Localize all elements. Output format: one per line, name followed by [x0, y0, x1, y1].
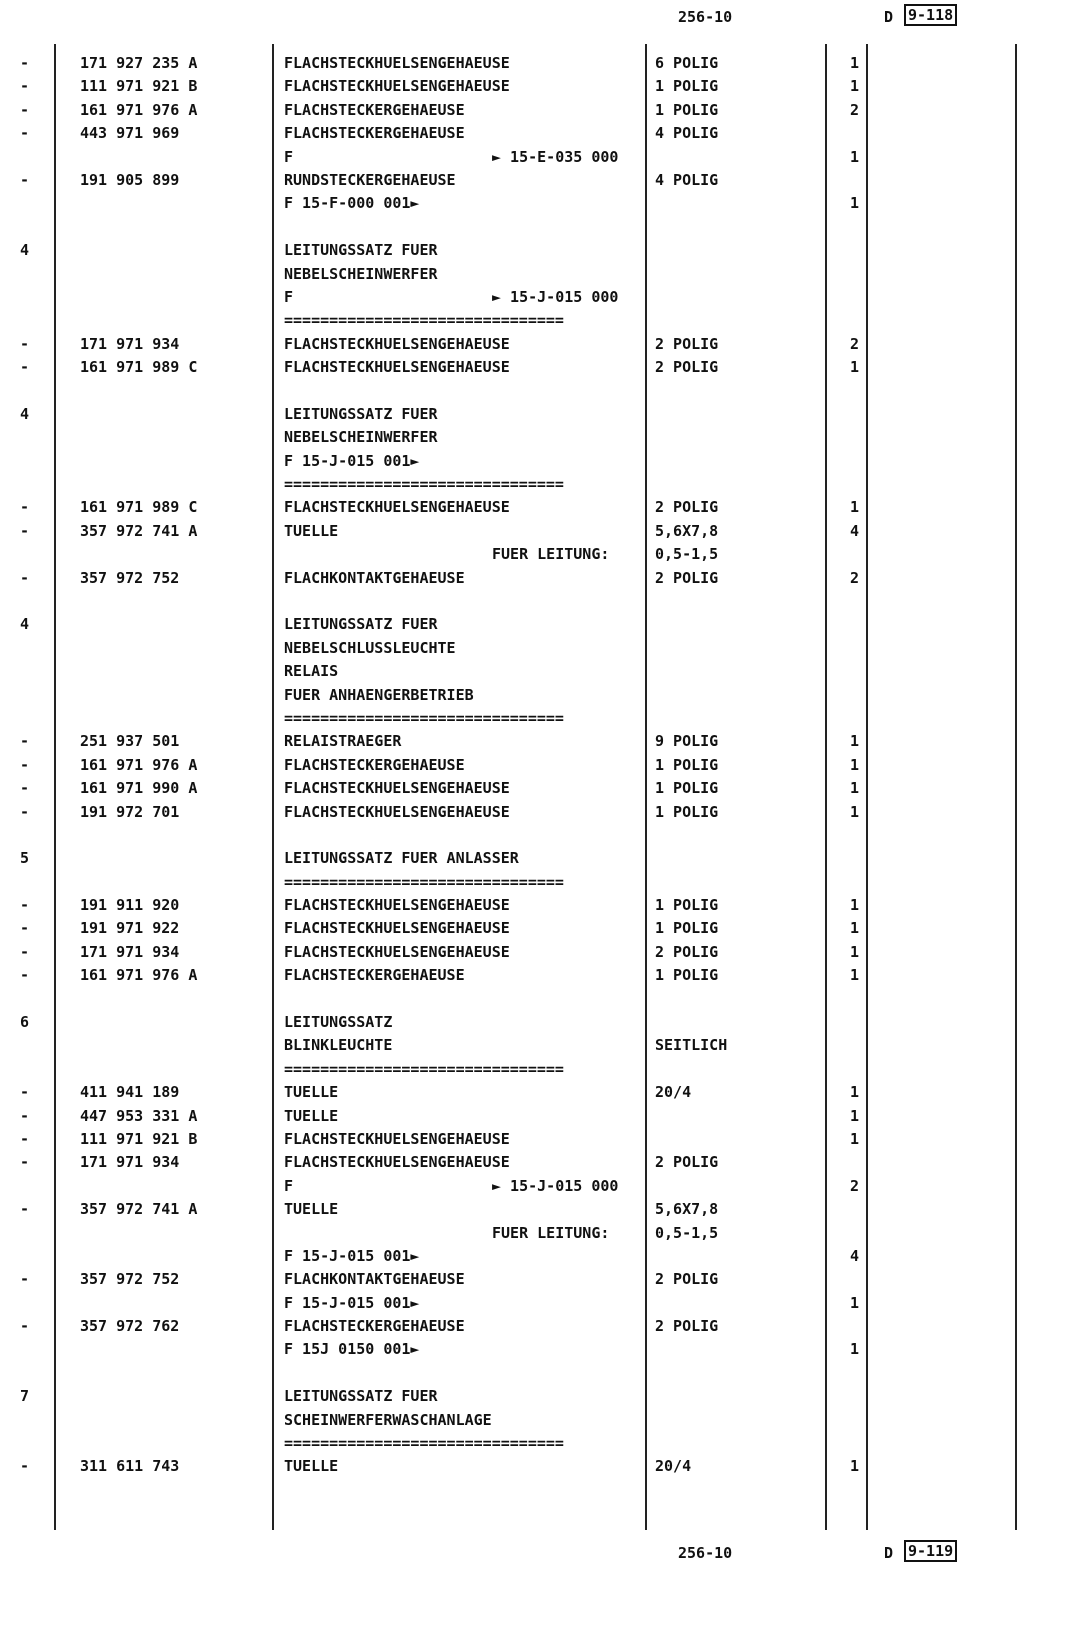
- table-row: [0, 239, 1088, 262]
- description-cell: SCHEINWERFERWASCHANLAGE: [284, 1410, 492, 1429]
- table-row: [0, 730, 1088, 753]
- table-row: [0, 520, 1088, 543]
- part-number-cell: 357 972 752: [80, 1270, 180, 1289]
- table-row: [0, 847, 1088, 870]
- part-number-cell: 191 905 899: [80, 170, 180, 189]
- spec-cell: 2 POLIG: [655, 498, 719, 517]
- description-cell: LEITUNGSSATZ FUER: [284, 615, 438, 634]
- table-row: [0, 309, 1088, 332]
- table-row: [0, 1128, 1088, 1151]
- quantity-cell: 2: [850, 568, 860, 587]
- description-cell: ===============================: [284, 311, 564, 330]
- spec-cell: 2 POLIG: [655, 942, 719, 961]
- part-number-cell: 171 971 934: [80, 1153, 180, 1172]
- table-row: [0, 122, 1088, 145]
- level-cell: -: [20, 568, 30, 587]
- level-cell: -: [20, 77, 30, 96]
- description-cell: TUELLE: [284, 1083, 339, 1102]
- quantity-cell: 1: [850, 1457, 860, 1476]
- level-cell: -: [20, 1083, 30, 1102]
- description-cell: F: [284, 147, 294, 166]
- table-row: [0, 917, 1088, 940]
- description-cell: FLACHSTECKHUELSENGEHAEUSE: [284, 802, 510, 821]
- description-cell: ===============================: [284, 1059, 564, 1078]
- description-cell: FLACHSTECKHUELSENGEHAEUSE: [284, 358, 510, 377]
- description-cell: FLACHSTECKHUELSENGEHAEUSE: [284, 334, 510, 353]
- table-row: [0, 567, 1088, 590]
- description-cell: NEBELSCHEINWERFER: [284, 428, 438, 447]
- table-row: [0, 146, 1088, 169]
- parts-table: [0, 52, 1088, 1479]
- level-cell: -: [20, 1270, 30, 1289]
- level-cell: -: [20, 170, 30, 189]
- description-cell: F 15-J-015 001►: [284, 1246, 420, 1265]
- level-cell: -: [20, 942, 30, 961]
- table-row: [0, 894, 1088, 917]
- table-row: [0, 75, 1088, 98]
- description-cell: FLACHSTECKHUELSENGEHAEUSE: [284, 896, 510, 915]
- quantity-cell: 1: [850, 896, 860, 915]
- level-cell: 4: [20, 615, 30, 634]
- spec-cell: 1 POLIG: [655, 802, 719, 821]
- table-row: [0, 1409, 1088, 1432]
- table-row: [0, 356, 1088, 379]
- table-row: [0, 1362, 1088, 1385]
- quantity-cell: 2: [850, 1176, 860, 1195]
- table-row: [0, 426, 1088, 449]
- level-cell: 5: [20, 849, 30, 868]
- description-cell: LEITUNGSSATZ FUER: [284, 1387, 438, 1406]
- quantity-cell: 1: [850, 1340, 860, 1359]
- table-row: [0, 590, 1088, 613]
- table-row: [0, 613, 1088, 636]
- level-cell: -: [20, 755, 30, 774]
- table-row: [0, 192, 1088, 215]
- table-row: [0, 871, 1088, 894]
- description-cell: FLACHSTECKHUELSENGEHAEUSE: [284, 1153, 510, 1172]
- part-number-cell: 191 971 922: [80, 919, 180, 938]
- quantity-cell: 1: [850, 147, 860, 166]
- spec-cell: 2 POLIG: [655, 1153, 719, 1172]
- description-cell: TUELLE: [284, 1106, 339, 1125]
- table-row: [0, 1105, 1088, 1128]
- level-cell: -: [20, 498, 30, 517]
- part-number-cell: 411 941 189: [80, 1083, 180, 1102]
- table-row: [0, 216, 1088, 239]
- quantity-cell: 1: [850, 1106, 860, 1125]
- part-number-cell: 311 611 743: [80, 1457, 180, 1476]
- table-row: [0, 450, 1088, 473]
- level-cell: -: [20, 802, 30, 821]
- description-cell: TUELLE: [284, 521, 339, 540]
- spec-cell: 5,6X7,8: [655, 1200, 719, 1219]
- description-cell: FLACHSTECKHUELSENGEHAEUSE: [284, 1129, 510, 1148]
- table-row: [0, 707, 1088, 730]
- table-row: [0, 1222, 1088, 1245]
- level-cell: -: [20, 1106, 30, 1125]
- description-cell: ===============================: [284, 475, 564, 494]
- description-cell: RUNDSTECKERGEHAEUSE: [284, 170, 456, 189]
- table-row: [0, 286, 1088, 309]
- header-page-no: [904, 6, 957, 24]
- table-row: [0, 1385, 1088, 1408]
- table-row: [0, 1151, 1088, 1174]
- level-cell: -: [20, 1129, 30, 1148]
- description-cell: ===============================: [284, 708, 564, 727]
- level-cell: -: [20, 100, 30, 119]
- table-row: [0, 1011, 1088, 1034]
- description-cell: BLINKLEUCHTE: [284, 1036, 393, 1055]
- description-cell: ===============================: [284, 1434, 564, 1453]
- table-row: [0, 1081, 1088, 1104]
- header-lang: D: [884, 8, 894, 26]
- description-cell: ===============================: [284, 872, 564, 891]
- description-cell: FLACHSTECKERGEHAEUSE: [284, 1317, 465, 1336]
- spec-cell: 1 POLIG: [655, 966, 719, 985]
- part-number-cell: 357 972 762: [80, 1317, 180, 1336]
- table-row: [0, 403, 1088, 426]
- note-cell: ► 15-E-035 000: [492, 147, 619, 166]
- description-cell: FLACHSTECKERGEHAEUSE: [284, 124, 465, 143]
- level-cell: 6: [20, 1013, 30, 1032]
- description-cell: RELAIS: [284, 662, 339, 681]
- table-row: [0, 777, 1088, 800]
- part-number-cell: 111 971 921 B: [80, 1129, 198, 1148]
- description-cell: FUER ANHAENGERBETRIEB: [284, 685, 474, 704]
- description-cell: RELAISTRAEGER: [284, 732, 402, 751]
- part-number-cell: 447 953 331 A: [80, 1106, 198, 1125]
- table-row: [0, 263, 1088, 286]
- spec-cell: 4 POLIG: [655, 170, 719, 189]
- table-row: [0, 543, 1088, 566]
- part-number-cell: 171 927 235 A: [80, 54, 198, 72]
- level-cell: 7: [20, 1387, 30, 1406]
- table-row: [0, 1268, 1088, 1291]
- description-cell: F 15-J-015 001►: [284, 1293, 420, 1312]
- part-number-cell: 161 971 989 C: [80, 498, 198, 517]
- level-cell: -: [20, 1153, 30, 1172]
- note-cell: FUER LEITUNG:: [492, 1223, 610, 1242]
- level-cell: 4: [20, 241, 30, 260]
- table-row: [0, 964, 1088, 987]
- quantity-cell: 1: [850, 732, 860, 751]
- table-row: [0, 473, 1088, 496]
- quantity-cell: 1: [850, 1083, 860, 1102]
- footer-lang: D: [884, 1544, 894, 1562]
- spec-cell: SEITLICH: [655, 1036, 728, 1055]
- footer-page-ref: 256-10: [678, 1544, 733, 1562]
- quantity-cell: 1: [850, 358, 860, 377]
- spec-cell: 1 POLIG: [655, 779, 719, 798]
- description-cell: FLACHSTECKERGEHAEUSE: [284, 755, 465, 774]
- description-cell: LEITUNGSSATZ FUER ANLASSER: [284, 849, 519, 868]
- description-cell: F 15J 0150 001►: [284, 1340, 420, 1359]
- part-number-cell: 161 971 976 A: [80, 755, 198, 774]
- table-row: [0, 1198, 1088, 1221]
- table-row: [0, 824, 1088, 847]
- level-cell: 4: [20, 404, 30, 423]
- spec-cell: 1 POLIG: [655, 77, 719, 96]
- table-row: [0, 660, 1088, 683]
- table-row: [0, 379, 1088, 402]
- spec-cell: 0,5-1,5: [655, 545, 719, 564]
- description-cell: FLACHSTECKERGEHAEUSE: [284, 966, 465, 985]
- quantity-cell: 1: [850, 755, 860, 774]
- quantity-cell: 1: [850, 966, 860, 985]
- level-cell: -: [20, 1200, 30, 1219]
- table-row: [0, 1175, 1088, 1198]
- table-row: [0, 1034, 1088, 1057]
- description-cell: TUELLE: [284, 1200, 339, 1219]
- quantity-cell: 1: [850, 802, 860, 821]
- description-cell: F 15-F-000 001►: [284, 194, 420, 213]
- spec-cell: 2 POLIG: [655, 1317, 719, 1336]
- spec-cell: 2 POLIG: [655, 334, 719, 353]
- spec-cell: 2 POLIG: [655, 568, 719, 587]
- table-row: [0, 99, 1088, 122]
- quantity-cell: 2: [850, 100, 860, 119]
- level-cell: -: [20, 732, 30, 751]
- quantity-cell: 1: [850, 779, 860, 798]
- description-cell: LEITUNGSSATZ FUER: [284, 241, 438, 260]
- quantity-cell: 1: [850, 498, 860, 517]
- spec-cell: 2 POLIG: [655, 358, 719, 377]
- description-cell: F: [284, 1176, 294, 1195]
- quantity-cell: 1: [850, 194, 860, 213]
- part-number-cell: 171 971 934: [80, 942, 180, 961]
- level-cell: -: [20, 919, 30, 938]
- table-row: [0, 1338, 1088, 1361]
- level-cell: -: [20, 779, 30, 798]
- level-cell: -: [20, 1317, 30, 1336]
- footer-page-no-box: 9-119: [904, 1540, 957, 1562]
- table-row: [0, 754, 1088, 777]
- spec-cell: 1 POLIG: [655, 755, 719, 774]
- part-number-cell: 191 911 920: [80, 896, 180, 915]
- description-cell: F: [284, 287, 294, 306]
- part-number-cell: 191 972 701: [80, 802, 180, 821]
- table-row: [0, 941, 1088, 964]
- description-cell: FLACHKONTAKTGEHAEUSE: [284, 568, 465, 587]
- description-cell: NEBELSCHLUSSLEUCHTE: [284, 638, 456, 657]
- description-cell: FLACHSTECKHUELSENGEHAEUSE: [284, 942, 510, 961]
- description-cell: FLACHSTECKHUELSENGEHAEUSE: [284, 54, 510, 72]
- part-number-cell: 357 972 741 A: [80, 521, 198, 540]
- description-cell: FLACHSTECKHUELSENGEHAEUSE: [284, 779, 510, 798]
- part-number-cell: 111 971 921 B: [80, 77, 198, 96]
- spec-cell: 5,6X7,8: [655, 521, 719, 540]
- quantity-cell: 1: [850, 942, 860, 961]
- quantity-cell: 1: [850, 1129, 860, 1148]
- part-number-cell: 161 971 990 A: [80, 779, 198, 798]
- note-cell: ► 15-J-015 000: [492, 287, 619, 306]
- quantity-cell: 1: [850, 919, 860, 938]
- level-cell: -: [20, 896, 30, 915]
- spec-cell: 1 POLIG: [655, 919, 719, 938]
- description-cell: F 15-J-015 001►: [284, 451, 420, 470]
- table-row: [0, 637, 1088, 660]
- part-number-cell: 161 971 989 C: [80, 358, 198, 377]
- quantity-cell: 1: [850, 77, 860, 96]
- description-cell: TUELLE: [284, 1457, 339, 1476]
- quantity-cell: 2: [850, 334, 860, 353]
- level-cell: -: [20, 358, 30, 377]
- part-number-cell: 357 972 741 A: [80, 1200, 198, 1219]
- spec-cell: 9 POLIG: [655, 732, 719, 751]
- description-cell: FLACHSTECKERGEHAEUSE: [284, 100, 465, 119]
- header-page-ref: 256-10: [678, 8, 733, 26]
- quantity-cell: 1: [850, 54, 860, 72]
- level-cell: -: [20, 54, 30, 72]
- table-row: [0, 169, 1088, 192]
- table-row: [0, 1292, 1088, 1315]
- table-row: [0, 1058, 1088, 1081]
- quantity-cell: 1: [850, 1293, 860, 1312]
- part-number-cell: 443 971 969: [80, 124, 180, 143]
- table-row: [0, 333, 1088, 356]
- description-cell: LEITUNGSSATZ FUER: [284, 404, 438, 423]
- spec-cell: 20/4: [655, 1457, 692, 1476]
- description-cell: FLACHSTECKHUELSENGEHAEUSE: [284, 919, 510, 938]
- note-cell: ► 15-J-015 000: [492, 1176, 619, 1195]
- spec-cell: 20/4: [655, 1083, 692, 1102]
- spec-cell: 6 POLIG: [655, 54, 719, 72]
- description-cell: NEBELSCHEINWERFER: [284, 264, 438, 283]
- table-row: [0, 496, 1088, 519]
- table-row: [0, 801, 1088, 824]
- table-row: [0, 988, 1088, 1011]
- header-page-no-box: 9-118: [904, 4, 957, 26]
- description-cell: LEITUNGSSATZ: [284, 1013, 393, 1032]
- part-number-cell: 357 972 752: [80, 568, 180, 587]
- spec-cell: 1 POLIG: [655, 100, 719, 119]
- quantity-cell: 4: [850, 521, 860, 540]
- table-row: [0, 1432, 1088, 1455]
- level-cell: -: [20, 521, 30, 540]
- description-cell: FLACHKONTAKTGEHAEUSE: [284, 1270, 465, 1289]
- table-row: [0, 1245, 1088, 1268]
- spec-cell: 2 POLIG: [655, 1270, 719, 1289]
- level-cell: -: [20, 966, 30, 985]
- table-row: [0, 1315, 1088, 1338]
- part-number-cell: 161 971 976 A: [80, 966, 198, 985]
- description-cell: FLACHSTECKHUELSENGEHAEUSE: [284, 77, 510, 96]
- part-number-cell: 161 971 976 A: [80, 100, 198, 119]
- spec-cell: 4 POLIG: [655, 124, 719, 143]
- level-cell: -: [20, 334, 30, 353]
- note-cell: FUER LEITUNG:: [492, 545, 610, 564]
- description-cell: FLACHSTECKHUELSENGEHAEUSE: [284, 498, 510, 517]
- spec-cell: 1 POLIG: [655, 896, 719, 915]
- table-row: [0, 1455, 1088, 1478]
- table-row: [0, 684, 1088, 707]
- part-number-cell: 251 937 501: [80, 732, 180, 751]
- quantity-cell: 4: [850, 1246, 860, 1265]
- part-number-cell: 171 971 934: [80, 334, 180, 353]
- spec-cell: 0,5-1,5: [655, 1223, 719, 1242]
- level-cell: -: [20, 124, 30, 143]
- level-cell: -: [20, 1457, 30, 1476]
- footer-page-no: [904, 1542, 957, 1560]
- table-row: [0, 52, 1088, 75]
